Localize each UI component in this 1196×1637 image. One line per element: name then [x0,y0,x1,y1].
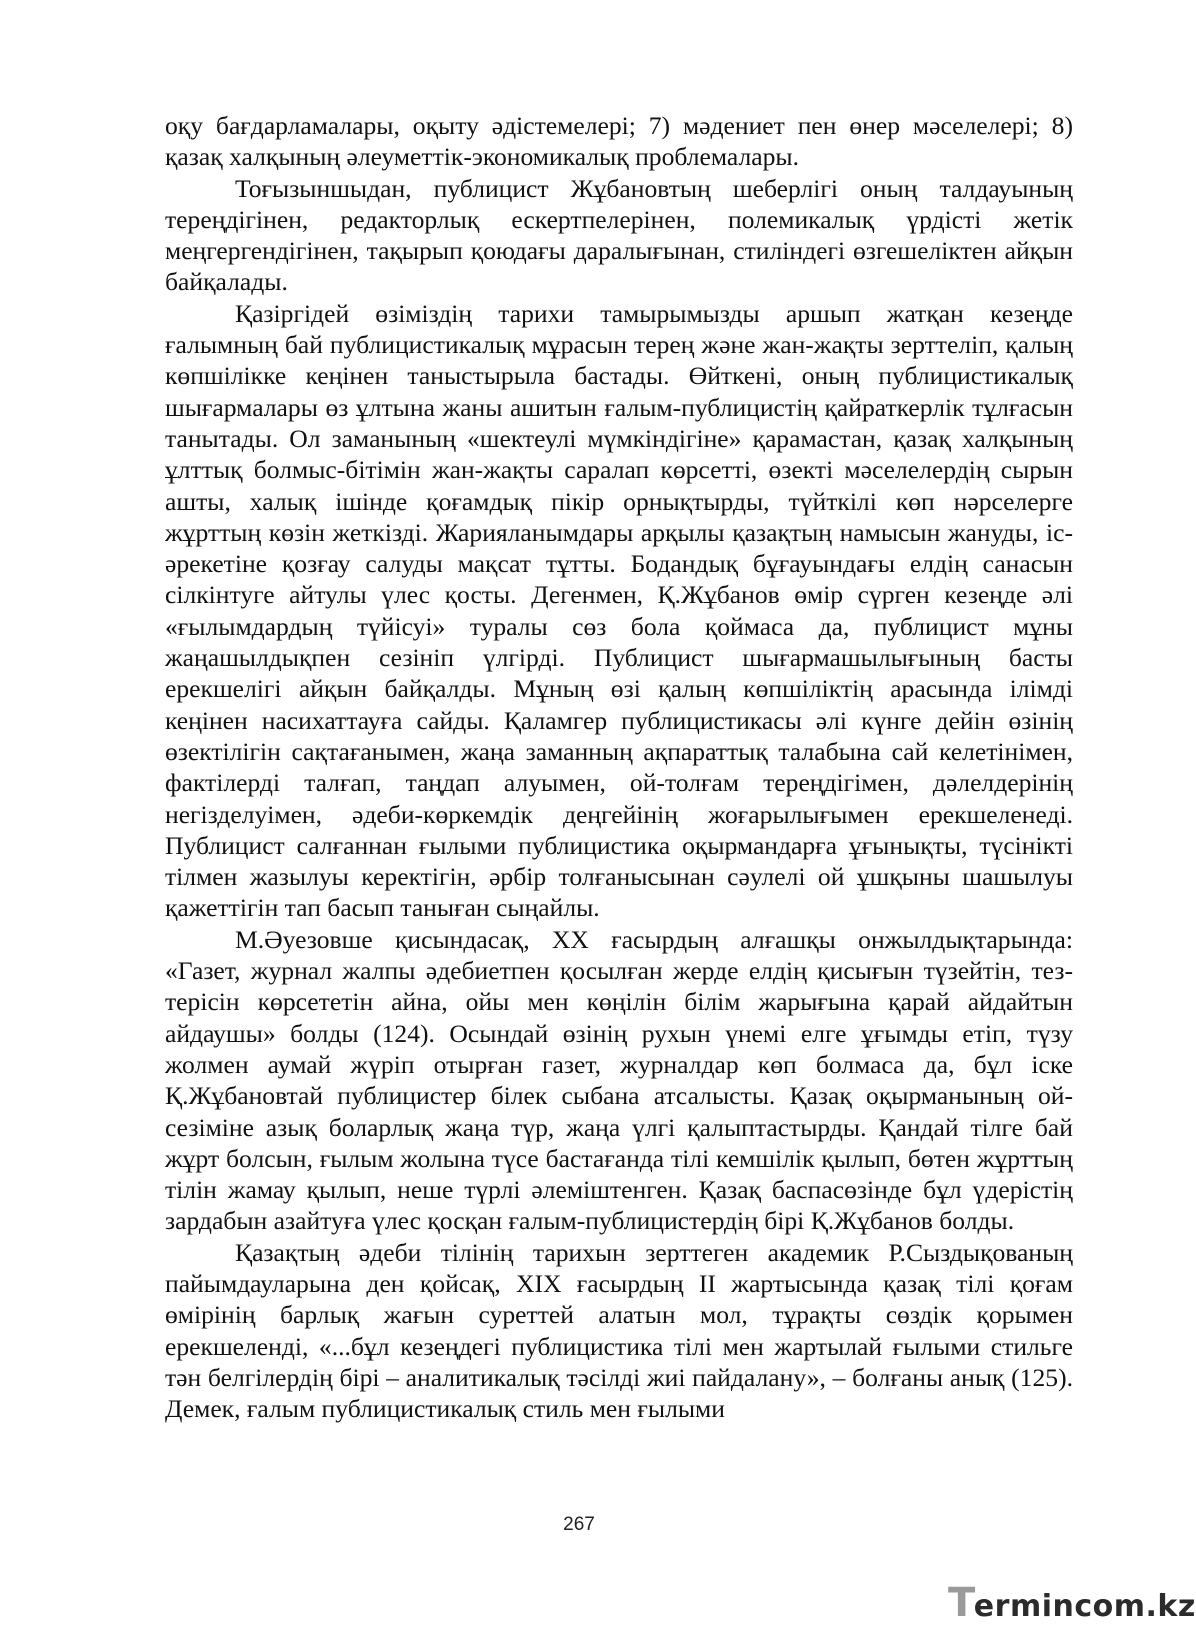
watermark-initial: T [948,1580,976,1626]
document-body [165,110,1073,1424]
paragraph: Қазақтың әдеби тілінің тарихын зерттеген академик Р.Сыздықованың пайымдауларына ден қойсақ, XIX ғасырдың II жартысында қазақ тілі қоғам өмірінің барлық жағын суреттей алатын мол, тұрақты сөздік қорымен ерекшеленді, «...бұл кезеңдегі публицистика тілі мен жартылай ғылыми стильге тән белгілердің бірі – аналитикалық тәсілді жиі пайдалану», – болғаны анық (125). Демек, ғалым публицистикалық стиль мен ғылыми [165,1237,1073,1424]
paragraph: Тоғызыншыдан, публицист Жұбановтың шеберлігі оның талдауының тереңдігінен, редакторлық ескертпелерінен, полемикалық үрдісті жетік меңгергендігінен, тақырып қоюдағы даралығынан, стиліндегі өзгешеліктен айқын байқалады. [165,173,1073,297]
paragraph: Қазіргідей өзіміздің тарихи тамырымызды аршып жатқан кезеңде ғалымның бай публицистикалық мұрасын терең және жан-жақты зерттеліп, қалың көпшілікке кеңінен таныстырыла бастады. Өйткені, оның публицистикалық шығармалары өз ұлтына жаны ашитын ғалым-публицистің қайраткерлік тұлғасын танытады. Ол заманының «шектеулі мүмкіндігіне» қарамастан, қазақ халқының ұлттық болмыс-бітімін жан-жақты саралап көрсетті, өзекті мәселелердің сырын ашты, халық ішінде қоғамдық пікір орнықтырды, түйткілі көп нәрселерге жұрттың көзін жеткізді. Жарияланымдары арқылы қазақтың намысын жануды, іс-әрекетіне қозғау салуды мақсат тұтты. Бодандық бұғауындағы елдің санасын сілкінтуге айтулы үлес қосты. Дегенмен, Қ.Жұбанов өмір сүрген кезеңде әлі «ғылымдардың түйісуі» туралы сөз бола қоймаса да, публицист мұны жаңашылдықпен сезініп үлгірді. Публицист шығармашылығының басты ерекшелігі айқын байқалды. Мұның өзі қалың көпшіліктің арасында ілімді кеңінен насихаттауға сайды. Қаламгер публицистикасы әлі күнге дейін өзінің өзектілігін сақтағанымен, жаңа заманның ақпараттық талабына сай келетінімен, фактілерді талғап, таңдап алуымен, ой-толғам тереңдігімен, дәлелдерінің негізделуімен, әдеби-көркемдік деңгейінің жоғарылығымен ерекшеленеді. Публицист салғаннан ғылыми публицистика оқырмандарға ұғынықты, түсінікті тілмен жазылуы керектігін, әрбір толғанысынан сәулелі ой ұшқыны шашылуы қажеттігін тап басып таныған сыңайлы. [165,298,1073,923]
paragraph: оқу бағдарламалары, оқыту әдістемелері; 7) мәдениет пен өнер мәселелері; 8) қазақ халқының әлеуметтік-экономикалық проблемалары. [165,111,1073,172]
page-number: 267 [563,1514,595,1535]
paragraph: М.Әуезовше қисындасақ, XX ғасырдың алғашқы онжылдықтарында: «Газет, журнал жалпы әдебиетпен қосылған жерде елдің қисығын түзейтін, тез-терісін көрсететін айна, ойы мен көңілін білім жарығына қарай айдайтын айдаушы» болды (124). Осындай өзінің рухын үнемі елге ұғымды етіп, түзу жолмен аумай жүріп отырған газет, журналдар көп болмаса да, бұл іске Қ.Жұбановтай публицистер білек сыбана атсалысты. Қазақ оқырманының ой-сезіміне азық боларлық жаңа түр, жаңа үлгі қалыптастырды. Қандай тілге бай жұрт болсын, ғылым жолына түсе бастағанда тілі кемшілік қылып, бөтен жұрттың тілін жамау қылып, неше түрлі әлеміштенген. Қазақ баспасөзінде бұл үдерістің зардабын азайтуға үлес қосқан ғалым-публицистердің бірі Қ.Жұбанов болды. [165,924,1073,1236]
watermark-logo [948,1580,1196,1626]
watermark-text: ermincom.kz [973,1589,1196,1624]
